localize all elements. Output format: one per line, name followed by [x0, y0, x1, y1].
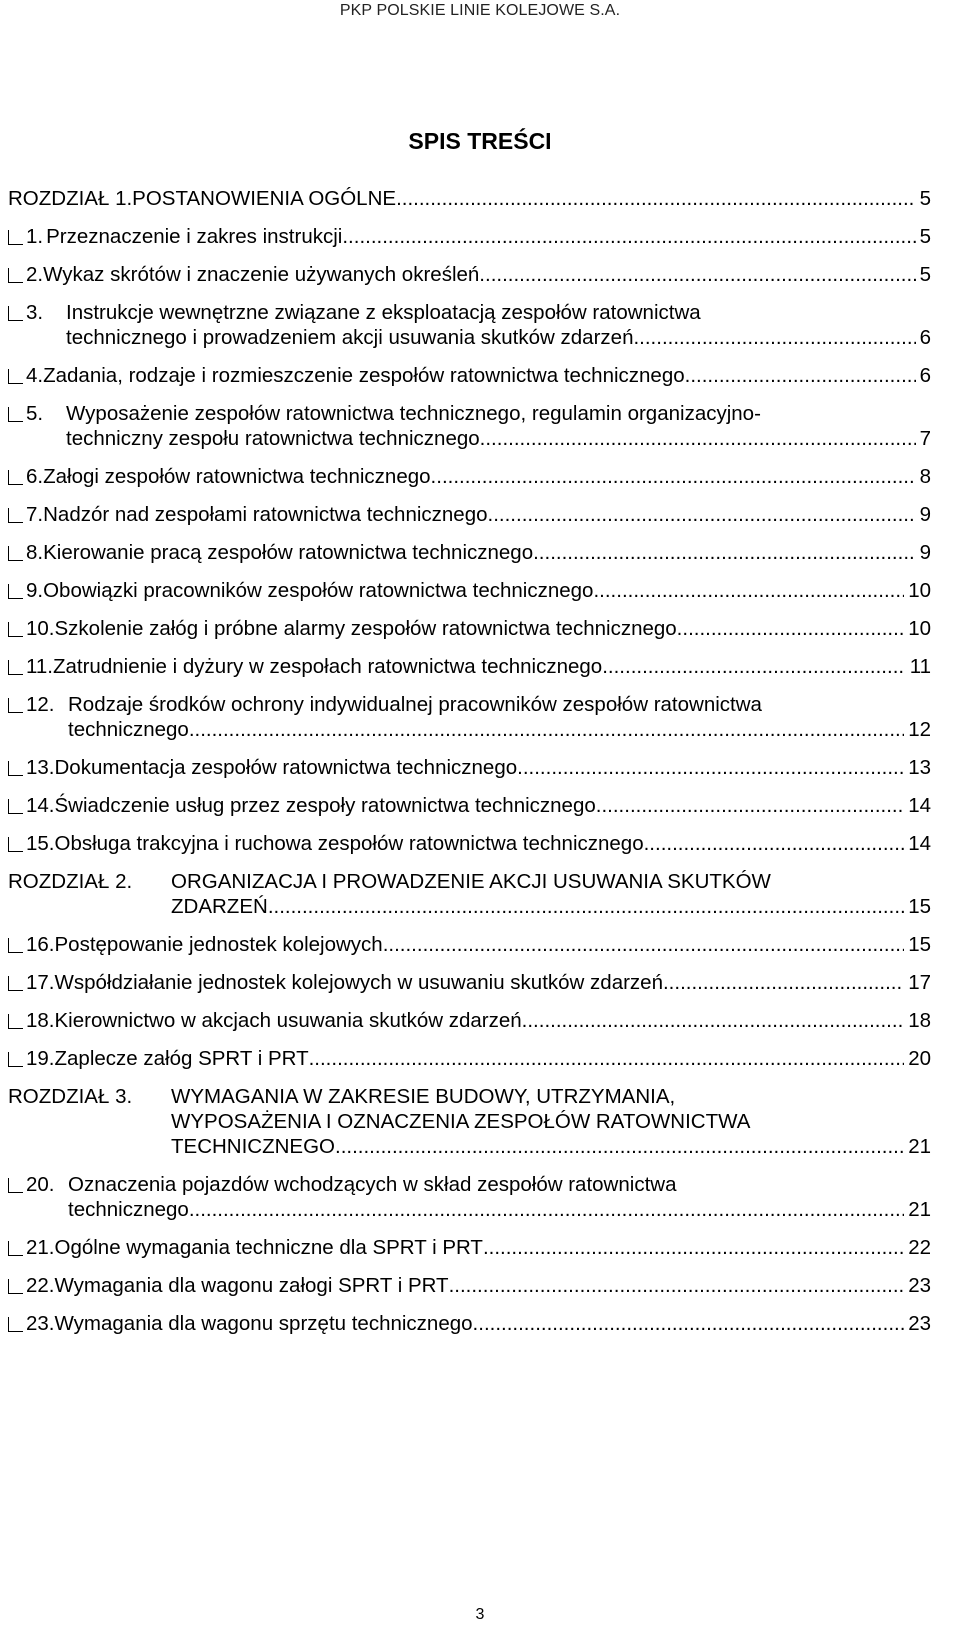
toc-entry-title: WYMAGANIA W ZAKRESIE BUDOWY, UTRZYMANIA,	[171, 1085, 676, 1108]
toc-leader-dots	[483, 1235, 904, 1260]
toc-entry-title: Obowiązki pracowników zespołów ratownictwa technicznego	[43, 579, 594, 602]
toc-leader-dots	[309, 1046, 905, 1071]
toc-entry-title: Ogólne wymagania techniczne dla SPRT i PRT	[54, 1236, 483, 1259]
toc-section-entry[interactable]	[0, 401, 960, 451]
toc-page-number: 9	[919, 541, 931, 564]
toc-entry-number: 4.	[26, 364, 44, 387]
toc-page-number: 14	[908, 832, 931, 855]
toc-chapter-entry[interactable]	[0, 1084, 960, 1159]
toc-entry-title: Załogi zespołów ratownictwa technicznego	[43, 465, 431, 488]
toc-page-number: 20	[908, 1047, 931, 1070]
toc-entry-number: 9.	[26, 579, 44, 602]
toc-entry-title: Nadzór nad zespołami ratownictwa technicznego	[43, 503, 488, 526]
toc-entry-number: 17.	[26, 971, 55, 994]
toc-bracket-icon	[8, 698, 23, 713]
toc-leader-dots	[644, 831, 905, 856]
toc-section-entry[interactable]	[0, 300, 960, 350]
toc-entry-title: Wyposażenie zespołów ratownictwa technicznego, regulamin organizacyjno-	[66, 402, 761, 425]
toc-bracket-icon	[8, 584, 23, 599]
toc-leader-dots	[449, 1273, 905, 1298]
toc-leader-dots	[480, 426, 916, 451]
toc-entry-number: 15.	[26, 832, 55, 855]
toc-leader-dots	[383, 932, 904, 957]
toc-page-number: 17	[908, 971, 931, 994]
toc-bracket-icon	[8, 1014, 23, 1029]
toc-leader-dots	[633, 325, 915, 350]
toc-bracket-icon	[8, 369, 23, 384]
toc-leader-dots	[596, 793, 904, 818]
toc-section-entry[interactable]	[0, 262, 960, 287]
toc-entry-title: techniczny zespołu ratownictwa technicznego	[66, 427, 480, 450]
toc-page-number: 6	[919, 326, 931, 349]
toc-entry-number: 1.	[26, 225, 44, 248]
toc-entry-title: Przeznaczenie i zakres instrukcji	[46, 225, 343, 248]
toc-entry-number: 13.	[26, 756, 55, 779]
toc-entry-title: Świadczenie usług przez zespoły ratownictwa technicznego	[54, 794, 596, 817]
toc-entry-number: 5.	[26, 402, 44, 425]
toc-chapter-entry[interactable]	[0, 869, 960, 919]
toc-bracket-icon	[8, 622, 23, 637]
toc-entry-number: 3.	[26, 301, 44, 324]
toc-section-entry[interactable]	[0, 755, 960, 780]
toc-entry-title: Wymagania dla wagonu sprzętu technicznego	[54, 1312, 473, 1335]
toc-leader-dots	[342, 224, 915, 249]
toc-page-number: 11	[909, 655, 931, 678]
toc-section-entry[interactable]	[0, 793, 960, 818]
page-title: SPIS TREŚCI	[408, 128, 552, 154]
toc-entry-title: Oznaczenia pojazdów wchodzących w skład zespołów ratownictwa	[68, 1173, 677, 1196]
toc-section-entry[interactable]	[0, 1273, 960, 1298]
toc-entry-number: 10.	[26, 617, 55, 640]
toc-leader-dots	[602, 654, 906, 679]
toc-leader-dots	[479, 262, 915, 287]
toc-page-number: 5	[919, 187, 931, 210]
toc-entry-title: Instrukcje wewnętrzne związane z eksploatacją zespołów ratownictwa	[66, 301, 701, 324]
toc-bracket-icon	[8, 1052, 23, 1067]
toc-section-entry[interactable]	[0, 692, 960, 742]
toc-page-number: 6	[919, 364, 931, 387]
toc-leader-dots	[685, 363, 916, 388]
toc-page-number: 23	[908, 1312, 931, 1335]
toc-page-number: 5	[919, 263, 931, 286]
toc-entry-title: Zatrudnienie i dyżury w zespołach ratownictwa technicznego	[52, 655, 603, 678]
toc-page-number: 18	[908, 1009, 931, 1032]
toc-page-number: 15	[908, 933, 931, 956]
toc-entry-title: technicznego	[68, 1198, 189, 1221]
toc-bracket-icon	[8, 938, 23, 953]
toc-page-number: 21	[908, 1135, 931, 1158]
toc-leader-dots	[396, 186, 916, 211]
toc-entry-number: 16.	[26, 933, 55, 956]
toc-leader-dots	[335, 1134, 904, 1159]
toc-bracket-icon	[8, 799, 23, 814]
toc-bracket-icon	[8, 761, 23, 776]
toc-entry-title: Dokumentacja zespołów ratownictwa technicznego	[54, 756, 518, 779]
table-of-contents	[0, 186, 960, 1349]
toc-page-number: 12	[908, 718, 931, 741]
toc-page-number: 10	[908, 579, 931, 602]
toc-entry-number: ROZDZIAŁ 3.	[8, 1085, 133, 1108]
toc-bracket-icon	[8, 837, 23, 852]
toc-entry-title: Wymagania dla wagonu załogi SPRT i PRT	[54, 1274, 449, 1297]
toc-entry-title: Współdziałanie jednostek kolejowych w usuwaniu skutków zdarzeń	[54, 971, 663, 994]
toc-page-number: 10	[908, 617, 931, 640]
toc-section-entry[interactable]	[0, 932, 960, 957]
toc-bracket-icon	[8, 1241, 23, 1256]
toc-leader-dots	[473, 1311, 905, 1336]
toc-entry-title: Obsługa trakcyjna i ruchowa zespołów ratownictwa technicznego	[54, 832, 644, 855]
toc-entry-number: 22.	[26, 1274, 55, 1297]
toc-entry-title: Zaplecze załóg SPRT i PRT	[54, 1047, 309, 1070]
toc-entry-number: 20.	[26, 1173, 55, 1196]
running-header: PKP POLSKIE LINIE KOLEJOWE S.A.	[339, 2, 621, 19]
toc-entry-number: 23.	[26, 1312, 55, 1335]
toc-entry-title: TECHNICZNEGO	[171, 1135, 335, 1158]
toc-section-entry[interactable]	[0, 363, 960, 388]
toc-entry-number: 12.	[26, 693, 55, 716]
toc-leader-dots	[533, 540, 915, 565]
toc-page-number: 22	[908, 1236, 931, 1259]
toc-section-entry[interactable]	[0, 540, 960, 565]
toc-section-entry[interactable]	[0, 224, 960, 249]
toc-leader-dots	[593, 578, 904, 603]
toc-page-number: 14	[908, 794, 931, 817]
toc-entry-number: 8.	[26, 541, 44, 564]
toc-page-number: 8	[919, 465, 931, 488]
toc-entry-title: Wykaz skrótów i znaczenie używanych określeń	[43, 263, 480, 286]
toc-entry-title: Postępowanie jednostek kolejowych	[54, 933, 383, 956]
toc-leader-dots	[189, 717, 904, 742]
toc-entry-title: Kierowanie pracą zespołów ratownictwa technicznego	[43, 541, 534, 564]
toc-section-entry[interactable]	[0, 502, 960, 527]
page-number: 3	[475, 1606, 485, 1623]
toc-entry-number: ROZDZIAŁ 2.	[8, 870, 133, 893]
toc-entry-title: WYPOSAŻENIA I OZNACZENIA ZESPOŁÓW RATOWNICTWA	[171, 1110, 751, 1133]
toc-leader-dots	[189, 1197, 904, 1222]
toc-bracket-icon	[8, 1317, 23, 1332]
toc-page-number: 15	[908, 895, 931, 918]
toc-entry-number: 6.	[26, 465, 44, 488]
toc-entry-number: 21.	[26, 1236, 55, 1259]
toc-entry-title: ORGANIZACJA I PROWADZENIE AKCJI USUWANIA SKUTKÓW	[171, 870, 771, 893]
toc-entry-title: ZDARZEŃ	[171, 895, 268, 918]
toc-bracket-icon	[8, 660, 23, 675]
toc-section-entry[interactable]	[0, 1172, 960, 1222]
toc-bracket-icon	[8, 508, 23, 523]
toc-entry-number: 18.	[26, 1009, 55, 1032]
toc-page-number: 9	[919, 503, 931, 526]
toc-section-entry[interactable]	[0, 1311, 960, 1336]
toc-entry-title: Szkolenie załóg i próbne alarmy zespołów ratownictwa technicznego	[54, 617, 677, 640]
toc-entry-number: 14.	[26, 794, 55, 817]
toc-entry-number: 11.	[26, 655, 53, 678]
toc-section-entry[interactable]	[0, 578, 960, 603]
toc-section-entry[interactable]	[0, 831, 960, 856]
toc-entry-title: technicznego	[68, 718, 189, 741]
toc-leader-dots	[517, 755, 904, 780]
toc-section-entry[interactable]	[0, 1008, 960, 1033]
toc-bracket-icon	[8, 407, 23, 422]
toc-bracket-icon	[8, 470, 23, 485]
toc-section-entry[interactable]	[0, 970, 960, 995]
toc-bracket-icon	[8, 1279, 23, 1294]
toc-entry-number: 2.	[26, 263, 44, 286]
toc-entry-title: Kierownictwo w akcjach usuwania skutków zdarzeń	[54, 1009, 522, 1032]
toc-bracket-icon	[8, 546, 23, 561]
toc-leader-dots	[677, 616, 905, 641]
toc-leader-dots	[431, 464, 916, 489]
toc-page-number: 5	[919, 225, 931, 248]
toc-entry-title: Rodzaje środków ochrony indywidualnej pracowników zespołów ratownictwa	[68, 693, 762, 716]
toc-page-number: 23	[908, 1274, 931, 1297]
toc-leader-dots	[663, 970, 904, 995]
toc-entry-title: Zadania, rodzaje i rozmieszczenie zespołów ratownictwa technicznego	[43, 364, 685, 387]
toc-page-number: 7	[919, 427, 931, 450]
toc-page-number: 13	[908, 756, 931, 779]
toc-section-entry[interactable]	[0, 1046, 960, 1071]
toc-section-entry[interactable]	[0, 654, 960, 679]
toc-entry-number: 7.	[26, 503, 44, 526]
toc-section-entry[interactable]	[0, 464, 960, 489]
toc-leader-dots	[522, 1008, 905, 1033]
toc-section-entry[interactable]	[0, 616, 960, 641]
toc-page-number: 21	[908, 1198, 931, 1221]
toc-leader-dots	[268, 894, 904, 919]
toc-leader-dots	[488, 502, 916, 527]
toc-bracket-icon	[8, 306, 23, 321]
toc-bracket-icon	[8, 268, 23, 283]
toc-bracket-icon	[8, 976, 23, 991]
toc-entry-number: 19.	[26, 1047, 55, 1070]
toc-bracket-icon	[8, 1178, 23, 1193]
toc-entry-title: POSTANOWIENIA OGÓLNE	[132, 187, 397, 210]
toc-entry-title: technicznego i prowadzeniem akcji usuwania skutków zdarzeń	[66, 326, 634, 349]
toc-bracket-icon	[8, 230, 23, 245]
toc-chapter-entry[interactable]	[0, 186, 960, 211]
toc-section-entry[interactable]	[0, 1235, 960, 1260]
toc-entry-number: ROZDZIAŁ 1.	[8, 187, 133, 210]
